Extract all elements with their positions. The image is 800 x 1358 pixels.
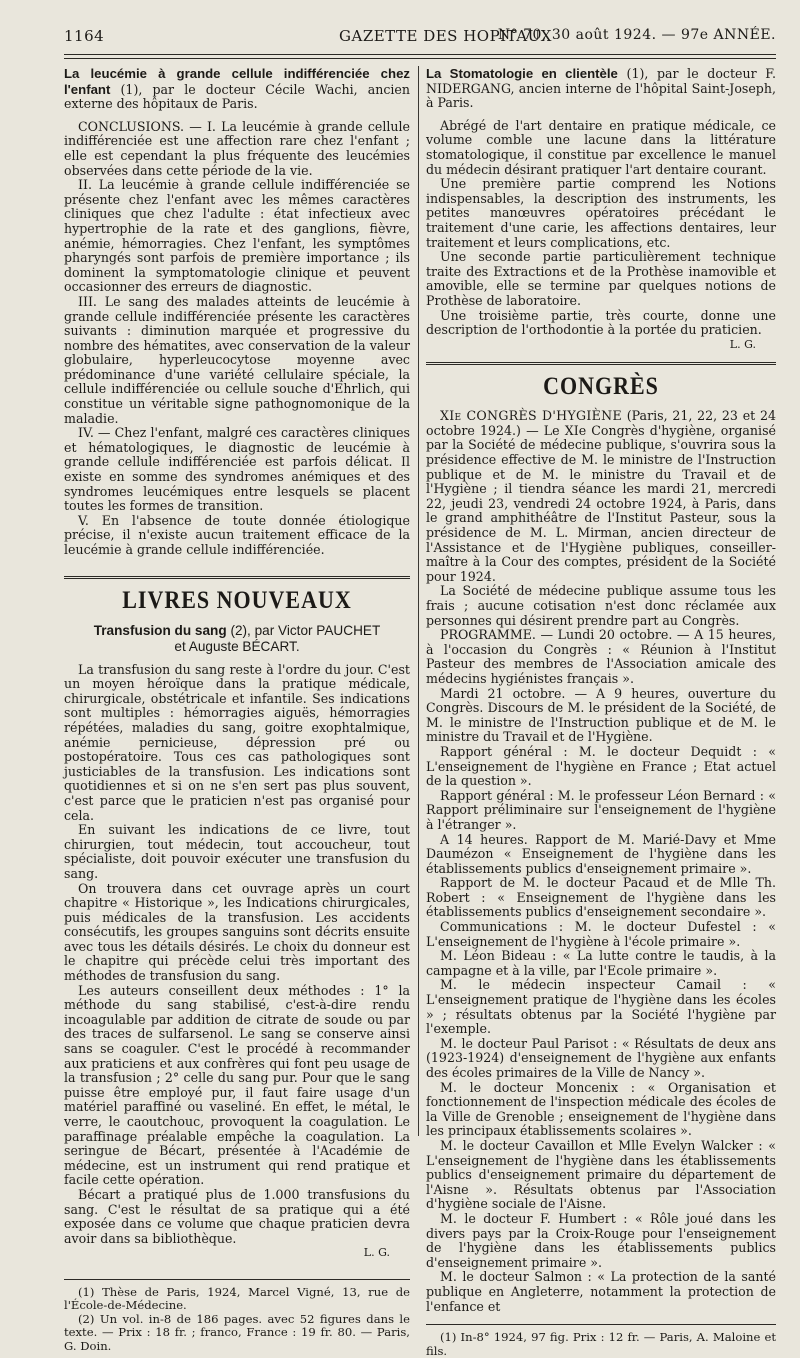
book-title-coauthor: et Auguste BÉCART. bbox=[174, 638, 300, 654]
leucemie-paragraph: V. En l'absence de toute donnée étiologique précise, il n'existe aucun traitement efficace de la leucémie à grande cellule indifférenciée. bbox=[64, 512, 410, 557]
article-stomatologie-heading bbox=[426, 66, 776, 111]
congres-paragraph: M. le docteur Cavaillon et Mlle Evelyn Walcker : « L'enseignement de l'hygiène dans les établissements publics d'enseignement primaire du département de l'Aisne ». Résultats obtenus par l'Association d'hygiène sociale de l'Aisne. bbox=[426, 1137, 776, 1212]
article-leucemie-title: La leucémie à grande cellule indifférenciée chez l'enfant bbox=[64, 66, 410, 97]
book-paragraph: La transfusion du sang reste à l'ordre du jour. C'est un moyen héroïque dans la pratique médicale, chirurgicale, obstétricale et infantile. Ses indications sont multiples : hémorragies aiguës, hémorragies répétées, maladies du sang, goitre exophtalmique, anémie pernicieuse, dépression pré ou postopératoire. Tous ces cas pathologiques sont justiciables de la transfusion. Les indications sont quotidiennes et si on ne s'en sert pas plus souvent, c'est parce que le praticien n'est pas organisé pour cela. bbox=[64, 661, 410, 823]
article-stomatologie-author: (1), par le docteur F. NIDERGANG, ancien interne de l'hôpital Saint-Joseph, à Paris. bbox=[426, 66, 777, 111]
book-paragraph: Les auteurs conseillent deux méthodes : 1° la méthode du sang stabilisé, c'est-à-dire rendu incoagulable par addition de citrate de soude ou par des traces de sulfarsenol. Le sang se conserve ainsi sans se coaguler. C'est le procédé à recommander aux praticiens et aux confrères qui font peu usage de la transfusion ; 2° celle du sang pur. Pour que le sang puisse être employé pur, il faut faire usage d'un matériel paraffiné ou vaseliné. En effet, le métal, le verre, le caoutchouc, provoquent la coagulation. Le paraffinage préalable empêche la coagulation. La seringue de Bécart, présentée à l'Académie de médecine, est un instrument qui rend pratique et facile cette opération. bbox=[64, 982, 410, 1188]
leucemie-paragraph: CONCLUSIONS. — I. La leucémie à grande cellule indifférenciée est une affection rare chez l'enfant ; elle est cependant la plus fréquente des leucémies observées dans cette période de la vie. bbox=[64, 118, 410, 178]
book-paragraph: Bécart a pratiqué plus de 1.000 transfusions du sang. C'est le résultat de sa pratique qui a été exposée dans ce volume que chaque praticien devra avoir dans sa bibliothèque. bbox=[64, 1186, 410, 1246]
stomatologie-paragraph: Une première partie comprend les Notions indispensables, la description des instruments, les petites manœuvres opératoires précédant le traitement d'une carie, les affections dentaires, leur traitement et leurs complications, etc. bbox=[426, 176, 776, 250]
congres-paragraph: M. le docteur F. Humbert : « Rôle joué dans les divers pays par la Croix-Rouge pour l'enseignement de l'hygiène dans les établissements publics d'enseignement primaire ». bbox=[426, 1210, 776, 1270]
congres-paragraph bbox=[426, 409, 776, 584]
book-title-authors: (2), par Victor PAUCHET bbox=[230, 622, 381, 638]
footnote: (1) In-8° 1924, 97 fig. Prix : 12 fr. — Paris, A. Maloine et fils. bbox=[426, 1330, 776, 1358]
book-title-main: Transfusion du sang bbox=[93, 622, 227, 638]
congres-intro: (Paris, 21, 22, 23 et 24 octobre 1924.) — Le XIe Congrès d'hygiène, organisé par la Société de médecine publique, s'ouvrira sous la présidence effective de M. le ministre de l'Instruction publique et de M. le ministre du Travail et de l'Hygiène ; il tiendra séance les mardi 21, mercredi 22, jeudi 23, vendredi 24 octobre 1924, à Paris, dans le grand amphithéâtre de l'Institut Pasteur, sous la présidence de M. L. Mirman, ancien directeur de l'Assistance et de l'Hygiène publiques, conseiller-maître à la Cour des comptes, président de la Société pour 1924. bbox=[426, 408, 776, 584]
section-rule bbox=[426, 362, 776, 365]
congres-paragraph: Communications : M. le docteur Dufestel : « L'enseignement de l'hygiène à l'école primaire ». bbox=[426, 919, 776, 949]
congres-paragraph: Rapport général : M. le professeur Léon Bernard : « Rapport préliminaire sur l'enseignement de l'hygiène à l'étranger ». bbox=[426, 787, 776, 832]
footnote: (1) Thèse de Paris, 1924, Marcel Vigné, 13, rue de l'École-de-Médecine. bbox=[64, 1284, 410, 1313]
congres-paragraph: Rapport général : M. le docteur Dequidt : « L'enseignement de l'hygiène en France ; Etat actuel de la question ». bbox=[426, 743, 776, 789]
stomatologie-paragraph: Une troisième partie, très courte, donne une description de l'orthodontie à la portée du praticien. bbox=[426, 307, 776, 338]
book-paragraph: En suivant les indications de ce livre, tout chirurgien, tout médecin, tout accoucheur, tout spécialiste, doit pouvoir exécuter une transfusion du sang. bbox=[64, 822, 410, 881]
journal-title: GAZETTE DES HOPITAUX bbox=[339, 27, 552, 45]
congres-paragraph: Mardi 21 octobre. — A 9 heures, ouverture du Congrès. Discours de M. le président de la Société, de M. le ministre de l'Instruction publique et de M. le ministre du Travail et de l'Hygiène. bbox=[426, 685, 776, 745]
footnote-rule bbox=[426, 1324, 776, 1325]
column-separator bbox=[418, 66, 419, 1136]
leucemie-paragraph: III. Le sang des malades atteints de leucémie à grande cellule indifférenciée présente les caractères suivants : diminution marquée et progressive du nombre des hématites, avec conservation de la valeur globulaire, hyperleucocytose moyenne avec prédominance d'une variété cellulaire spéciale, la cellule indifférenciée ou cellule souche d'Ehrlich, qui constitue un véritable signe pathognomonique de la maladie. bbox=[64, 293, 410, 426]
leucemie-paragraph: II. La leucémie à grande cellule indifférenciée se présente chez l'enfant avec les mêmes caractères cliniques que chez l'adulte : état infectieux avec hypertrophie de la rate et des ganglions, fièvre, anémie, hémorragies. Chez l'enfant, les symptômes pharyngés sont parfois de première importance ; ils dominent la symptomatologie clinique et peuvent occasionner des erreurs de diagnostic. bbox=[64, 177, 410, 295]
book-paragraph: On trouvera dans cet ouvrage après un court chapitre « Historique », les Indications chirurgicales, puis médicales de la transfusion. Les accidents consécutifs, les groupes sanguins sont décrits ensuite avec tous les détails désirés. Le choix du donneur est le chapitre qui précède celui très important des méthodes de transfusion du sang. bbox=[64, 880, 410, 984]
congres-paragraph: M. le docteur Salmon : « La protection de la santé publique en Angleterre, notamment la protection de l'enfance et bbox=[426, 1269, 776, 1314]
congres-paragraph: La Société de médecine publique assume tous les frais ; aucune cotisation n'est donc réclamée aux personnes qui désirent prendre part au Congrès. bbox=[426, 583, 776, 628]
book-signature: L. G. bbox=[363, 1246, 390, 1260]
congres-paragraph: M. le docteur Paul Parisot : « Résultats de deux ans (1923-1924) d'enseignement de l'hygiène aux enfants des écoles primaires de la Ville de Nancy ». bbox=[426, 1035, 776, 1080]
right-column bbox=[426, 66, 776, 1358]
footnote: (2) Un vol. in-8 de 186 pages. avec 52 figures dans le texte. — Prix : 18 fr. ; franco, France : 19 fr. 80. — Paris, G. Doin. bbox=[64, 1311, 410, 1353]
congres-paragraph: Rapport de M. le docteur Pacaud et de Mlle Th. Robert : « Enseignement de l'hygiène dans les établissements publics d'enseignement secondaire ». bbox=[426, 875, 776, 920]
page-number: 1164 bbox=[64, 27, 105, 45]
congres-paragraph: A 14 heures. Rapport de M. Marié-Davy et Mme Daumézon « Enseignement de l'hygiène dans les établissements publics d'enseignement primaire ». bbox=[426, 831, 776, 876]
stomatologie-paragraph: Une seconde partie particulièrement technique traite des Extractions et de la Prothèse inamovible et amovible, elle se termine par quelques notions de Prothèse de laboratoire. bbox=[426, 249, 776, 308]
article-stomatologie-title: La Stomatologie en clientèle bbox=[426, 66, 618, 81]
congres-paragraph: M. le médecin inspecteur Camail : « L'enseignement pratique de l'hygiène dans les écoles » ; résultats obtenus par la Société l'hygiène par l'exemple. bbox=[426, 977, 776, 1037]
book-title bbox=[64, 623, 410, 655]
footnote-rule bbox=[64, 1279, 410, 1280]
header-rule-bottom bbox=[64, 58, 776, 59]
article-leucemie-heading bbox=[64, 66, 410, 112]
congres-paragraph: PROGRAMME. — Lundi 20 octobre. — A 15 heures, à l'occasion du Congrès : « Réunion à l'Institut Pasteur des membres de l'Association amicale des médecins hygiénistes français ». bbox=[426, 627, 776, 686]
congres-lead: XIe CONGRÈS D'HYGIÈNE bbox=[440, 408, 622, 424]
header-rule-top bbox=[64, 54, 776, 55]
section-title-congres: CONGRÈS bbox=[543, 371, 659, 401]
congres-paragraph: M. Léon Bideau : « La lutte contre le taudis, à la campagne et à la ville, par l'Ecole primaire ». bbox=[426, 948, 776, 978]
section-rule bbox=[64, 576, 410, 579]
section-title-livres: LIVRES NOUVEAUX bbox=[122, 584, 352, 614]
stomatologie-paragraph: Abrégé de l'art dentaire en pratique médicale, ce volume comble une lacune dans la littérature stomatologique, il constitue par excellence le manuel du médecin désirant pratiquer l'art dentaire courant. bbox=[426, 117, 776, 177]
running-head bbox=[64, 27, 776, 49]
leucemie-paragraph: IV. — Chez l'enfant, malgré ces caractères cliniques et hématologiques, le diagnostic de leucémie à grande cellule indifférenciée est parfois délicat. Il existe en somme des syndromes anémiques et des syndromes leucémiques entre lesquels se placent toutes les formes de transition. bbox=[64, 425, 410, 514]
article-leucemie-author: (1), par le docteur Cécile Wachi, ancien externe des hôpitaux de Paris. bbox=[64, 81, 410, 112]
congres-paragraph: M. le docteur Moncenix : « Organisation et fonctionnement de l'inspection médicale des écoles de la Ville de Grenoble ; enseignement de l'hygiène dans les principaux établissements scolaires ». bbox=[426, 1079, 776, 1139]
issue-info: N° 70, 30 août 1924. — 97e ANNÉE. bbox=[497, 27, 776, 43]
left-column bbox=[64, 66, 410, 1353]
stomatologie-signature: L. G. bbox=[729, 337, 756, 351]
